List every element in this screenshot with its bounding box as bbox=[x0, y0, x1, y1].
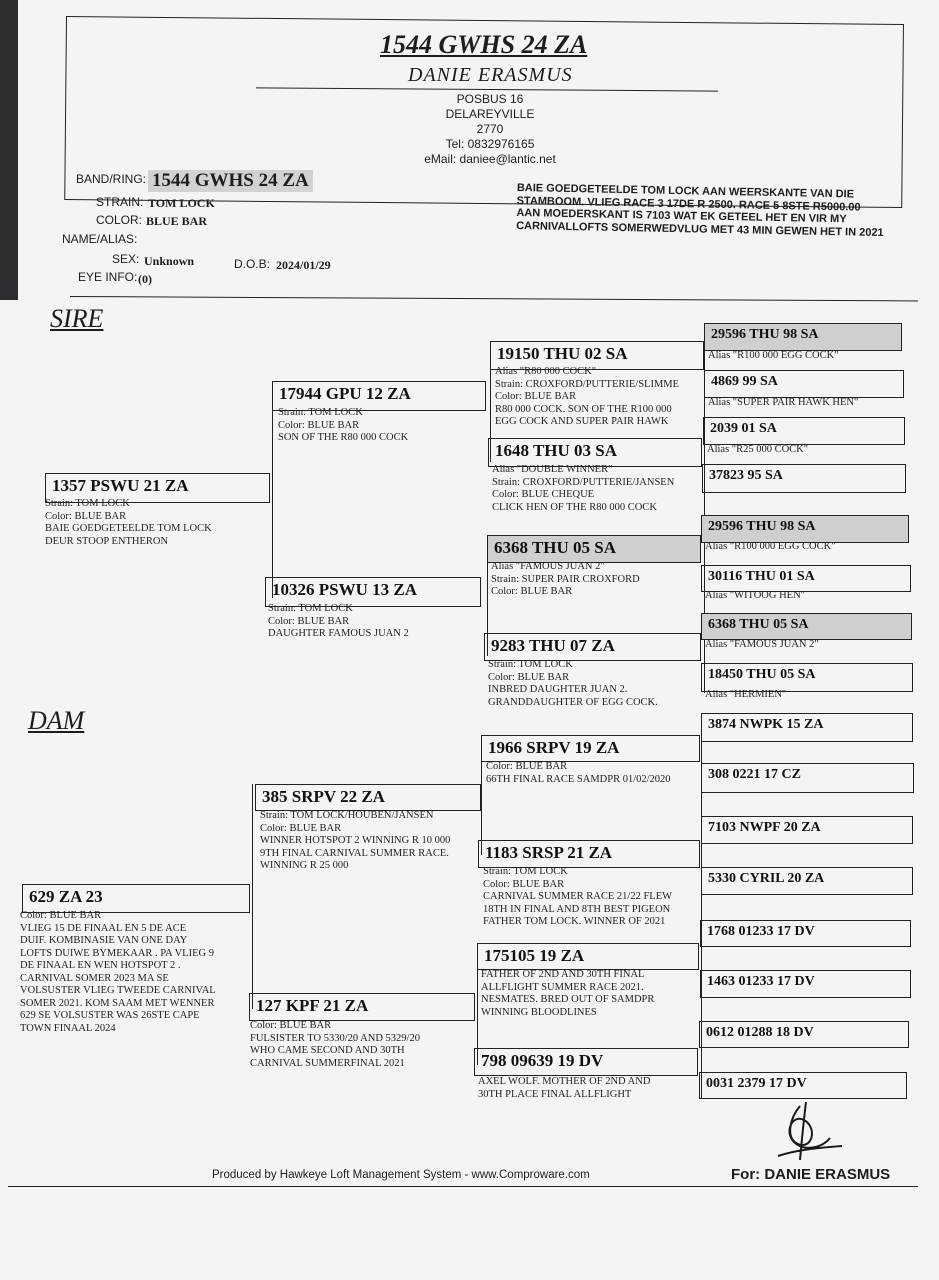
dsd-info bbox=[483, 866, 672, 929]
info-line: Color: BLUE BAR bbox=[20, 910, 102, 921]
sire-g4-ring-6: 30116 THU 01 SA bbox=[701, 565, 911, 592]
sire-g4-alias-5: Alias "R100 000 EGG COCK" bbox=[705, 541, 836, 552]
dds-info bbox=[481, 969, 654, 1019]
owner-name: DANIE ERASMUS bbox=[408, 64, 573, 86]
info-line: Strain: TOM LOCK bbox=[45, 498, 130, 509]
address-line: POSBUS 16 bbox=[456, 92, 524, 106]
pigeon-notes: BAIE GOEDGETEELDE TOM LOCK AAN WEERSKANTE VAN DIE STAMBOOM. VLIEG RACE 3 17DE R 2500. RACE 5 8STE R5000.00 AAN MOEDERSKANT IS 7103 WAT EK GETEEL HET EN VIR MY CARNIVALLOFTS SOMERWEDVLUG MET 43 MIN GEWEN HET IN 2021 bbox=[516, 182, 884, 239]
address-line: DELAREYVILLE bbox=[445, 107, 535, 121]
dd-info bbox=[250, 1020, 420, 1070]
ddd-info bbox=[478, 1076, 650, 1101]
info-line: WINNING BLOODLINES bbox=[481, 1006, 597, 1018]
sire-g4-ring-2: 4869 99 SA bbox=[704, 370, 904, 398]
color-value: BLUE BAR bbox=[146, 214, 208, 228]
sire-g4-ring-3: 2039 01 SA bbox=[703, 417, 905, 445]
info-line: WINNER HOTSPOT 2 WINNING R 10 000 bbox=[260, 835, 451, 846]
sdd-ring: 9283 THU 07 ZA bbox=[484, 633, 701, 661]
sire-g4-ring-7: 6368 THU 05 SA bbox=[701, 613, 912, 640]
address-line: Tel: 0832976165 bbox=[445, 137, 535, 151]
owner-address bbox=[405, 92, 575, 167]
info-line: Color: BLUE BAR bbox=[488, 671, 570, 683]
dam-connector bbox=[252, 784, 253, 1009]
info-line: Strain: TOM LOCK bbox=[278, 407, 363, 418]
info-line: Color: BLUE CHEQUE bbox=[492, 489, 595, 500]
info-line: 30TH PLACE FINAL ALLFLIGHT bbox=[478, 1088, 632, 1100]
dam-g4-ring-8: 0031 2379 17 DV bbox=[699, 1072, 907, 1099]
info-line: Color: BLUE BAR bbox=[483, 878, 565, 890]
sire-g4-alias-3: Alias "R25 000 COCK" bbox=[707, 444, 809, 455]
sire-g4-alias-8: Alias "HERMIEN" bbox=[705, 689, 787, 700]
info-line: Color: BLUE BAR bbox=[278, 419, 360, 431]
sire-heading: SIRE bbox=[50, 304, 104, 333]
color-label: COLOR: bbox=[96, 213, 143, 227]
info-line: Alias "FAMOUS JUAN 2" bbox=[491, 561, 605, 572]
dam-g4-ring-1: 3874 NWPK 15 ZA bbox=[701, 713, 913, 742]
info-line: NESMATES. BRED OUT OF SAMDPR bbox=[481, 994, 655, 1005]
dds-ring: 175105 19 ZA bbox=[477, 943, 699, 970]
sss-ring: 19150 THU 02 SA bbox=[490, 341, 704, 370]
dam-g4-ring-4: 5330 CYRIL 20 ZA bbox=[701, 867, 913, 895]
info-line: INBRED DAUGHTER JUAN 2. bbox=[488, 684, 628, 695]
sire-g4-alias-7: Alias "FAMOUS JUAN 2" bbox=[705, 639, 819, 650]
dam-g4-ring-3: 7103 NWPF 20 ZA bbox=[701, 816, 913, 844]
info-line: Color: BLUE BAR bbox=[45, 510, 127, 522]
ds-info bbox=[260, 810, 450, 873]
dss-info bbox=[486, 761, 671, 786]
ss-info bbox=[278, 407, 408, 445]
sire-g4-ring-5: 29596 THU 98 SA bbox=[701, 515, 909, 543]
info-line: Strain: CROXFORD/PUTTERIE/JANSEN bbox=[492, 476, 675, 488]
info-line: AXEL WOLF. MOTHER OF 2ND AND bbox=[478, 1076, 651, 1087]
background-edge bbox=[0, 0, 18, 300]
info-line: CLICK HEN OF THE R80 000 COCK bbox=[492, 501, 657, 513]
info-line: R80 000 COCK. SON OF THE R100 000 bbox=[495, 403, 672, 415]
strain-value: TOM LOCK bbox=[148, 196, 215, 210]
sex-label: SEX: bbox=[112, 252, 140, 266]
eye-label: EYE INFO: bbox=[78, 270, 138, 284]
sd-ring: 10326 PSWU 13 ZA bbox=[265, 577, 481, 607]
dob-value: 2024/01/29 bbox=[276, 258, 331, 272]
sss-info bbox=[495, 366, 679, 429]
dam-g4-ring-6: 1463 01233 17 DV bbox=[700, 970, 911, 998]
dd-ring: 127 KPF 21 ZA bbox=[249, 993, 475, 1021]
band-label: BAND/RING: bbox=[76, 172, 147, 186]
strain-label: STRAIN: bbox=[96, 195, 144, 209]
info-line: DUIF. KOMBINASIE VAN ONE DAY bbox=[20, 935, 188, 946]
info-line: CARNIVAL SUMMERFINAL 2021 bbox=[250, 1057, 405, 1069]
info-line: SON OF THE R80 000 COCK bbox=[278, 432, 409, 443]
dam-heading: DAM bbox=[28, 706, 85, 735]
info-line: Strain: SUPER PAIR CROXFORD bbox=[491, 573, 640, 585]
info-line: 629 SE VOLSUSTER WAS 26STE CAPE bbox=[20, 1010, 200, 1021]
info-line: Color: BLUE BAR bbox=[250, 1020, 332, 1031]
info-line: WINNING R 25 000 bbox=[260, 860, 349, 871]
dam-g4-ring-2: 308 0221 17 CZ bbox=[701, 763, 914, 793]
info-line: 9TH FINAL CARNIVAL SUMMER RACE. bbox=[260, 847, 449, 859]
info-line: FATHER OF 2ND AND 30TH FINAL bbox=[481, 969, 645, 980]
info-line: GRANDDAUGHTER OF EGG COCK. bbox=[488, 696, 658, 708]
sire-g4-alias-2: Alias "SUPER PAIR HAWK HEN" bbox=[708, 397, 859, 408]
info-line: Color: BLUE BAR bbox=[491, 586, 573, 597]
sire-g4-alias-1: Alias "R100 000 EGG COCK" bbox=[708, 350, 839, 361]
sire-g4-alias-6: Alias "WITOOG HEN" bbox=[705, 590, 805, 601]
sds-info bbox=[491, 561, 640, 599]
sire-g4-ring-4: 37823 95 SA bbox=[702, 464, 906, 493]
sire-info bbox=[45, 498, 212, 548]
info-line: BAIE GOEDGETEELDE TOM LOCK bbox=[45, 523, 212, 534]
info-line: Alias "DOUBLE WINNER" bbox=[492, 464, 613, 475]
info-line: CARNIVAL SUMMER RACE 21/22 FLEW bbox=[483, 891, 673, 902]
info-line: TOWN FINAAL 2024 bbox=[20, 1022, 116, 1034]
sdd-info bbox=[488, 659, 658, 709]
info-line: Strain: TOM LOCK bbox=[488, 659, 573, 670]
info-line: CARNIVAL SOMER 2023 MA SE bbox=[20, 972, 169, 984]
info-line: LOFTS DUIWE BYMEKAAR . PA VLIEG 9 bbox=[20, 947, 214, 959]
sire-g4-ring-1: 29596 THU 98 SA bbox=[704, 323, 902, 351]
ds-ring: 385 SRPV 22 ZA bbox=[255, 784, 481, 811]
info-line: WHO CAME SECOND AND 30TH bbox=[250, 1045, 405, 1056]
dam-g4-ring-7: 0612 01288 18 DV bbox=[699, 1021, 909, 1048]
sex-value: Unknown bbox=[144, 254, 195, 268]
sd-info bbox=[268, 603, 409, 641]
dss-ring: 1966 SRPV 19 ZA bbox=[481, 735, 700, 762]
dam-g4-ring-5: 1768 01233 17 DV bbox=[700, 920, 911, 947]
alias-label: NAME/ALIAS: bbox=[62, 232, 138, 246]
info-line: VOLSUSTER VLIEG TWEEDE CARNIVAL bbox=[20, 985, 216, 996]
ss-ring: 17944 GPU 12 ZA bbox=[272, 381, 486, 411]
dsd-ring: 1183 SRSP 21 ZA bbox=[478, 840, 700, 868]
ssd-ring: 1648 THU 03 SA bbox=[488, 438, 702, 467]
info-line: DE FINAAL EN WEN HOTSPOT 2 . bbox=[20, 960, 181, 971]
info-line: FULSISTER TO 5330/20 AND 5329/20 bbox=[250, 1032, 420, 1044]
dam-info bbox=[20, 910, 216, 1035]
info-line: Color: BLUE BAR bbox=[495, 391, 577, 402]
eye-value: (0) bbox=[138, 272, 152, 286]
signoff: For: DANIE ERASMUS bbox=[731, 1166, 891, 1183]
address-line: 2770 bbox=[476, 122, 504, 136]
dam-ring: 629 ZA 23 bbox=[22, 884, 250, 913]
sire-ring: 1357 PSWU 21 ZA bbox=[45, 473, 270, 503]
band-number: 1544 GWHS 24 ZA bbox=[148, 170, 313, 192]
info-line: ALLFLIGHT SUMMER RACE 2021. bbox=[481, 981, 644, 993]
produced-by: Produced by Hawkeye Loft Management System - www.Comproware.com bbox=[212, 1169, 590, 1181]
signature-mark bbox=[760, 1098, 850, 1168]
ddd-ring: 798 09639 19 DV bbox=[474, 1048, 698, 1076]
sire-connector bbox=[272, 381, 273, 598]
sds-ring: 6368 THU 05 SA bbox=[487, 535, 701, 563]
info-line: Color: BLUE BAR bbox=[486, 761, 568, 772]
ssd-info bbox=[492, 464, 674, 514]
info-line: Alias "R80 000 COCK" bbox=[495, 366, 597, 377]
info-line: 18TH IN FINAL AND 8TH BEST PIGEON bbox=[483, 903, 671, 915]
dob-label: D.O.B: bbox=[234, 257, 271, 271]
info-line: Strain: TOM LOCK/HOUBEN/JANSEN bbox=[260, 810, 434, 821]
sire-g4-ring-8: 18450 THU 05 SA bbox=[701, 663, 913, 692]
info-line: SOMER 2021. KOM SAAM MET WENNER bbox=[20, 997, 215, 1009]
section-divider bbox=[70, 296, 918, 301]
info-line: Strain: TOM LOCK bbox=[483, 866, 568, 877]
page-title: 1544 GWHS 24 ZA bbox=[380, 30, 588, 59]
info-line: EGG COCK AND SUPER PAIR HAWK bbox=[495, 416, 669, 427]
info-line: Strain: TOM LOCK bbox=[268, 603, 353, 614]
address-line: eMail: daniee@lantic.net bbox=[424, 152, 556, 166]
info-line: DAUGHTER FAMOUS JUAN 2 bbox=[268, 628, 409, 639]
info-line: FATHER TOM LOCK. WINNER OF 2021 bbox=[483, 916, 666, 927]
info-line: Color: BLUE BAR bbox=[260, 822, 342, 834]
info-line: 66TH FINAL RACE SAMDPR 01/02/2020 bbox=[486, 773, 671, 785]
info-line: VLIEG 15 DE FINAAL EN 5 DE ACE bbox=[20, 922, 187, 934]
footer-line bbox=[8, 1186, 918, 1187]
info-line: DEUR STOOP ENTHERON bbox=[45, 535, 169, 547]
info-line: Color: BLUE BAR bbox=[268, 615, 350, 627]
info-line: Strain: CROXFORD/PUTTERIE/SLIMME bbox=[495, 378, 680, 390]
